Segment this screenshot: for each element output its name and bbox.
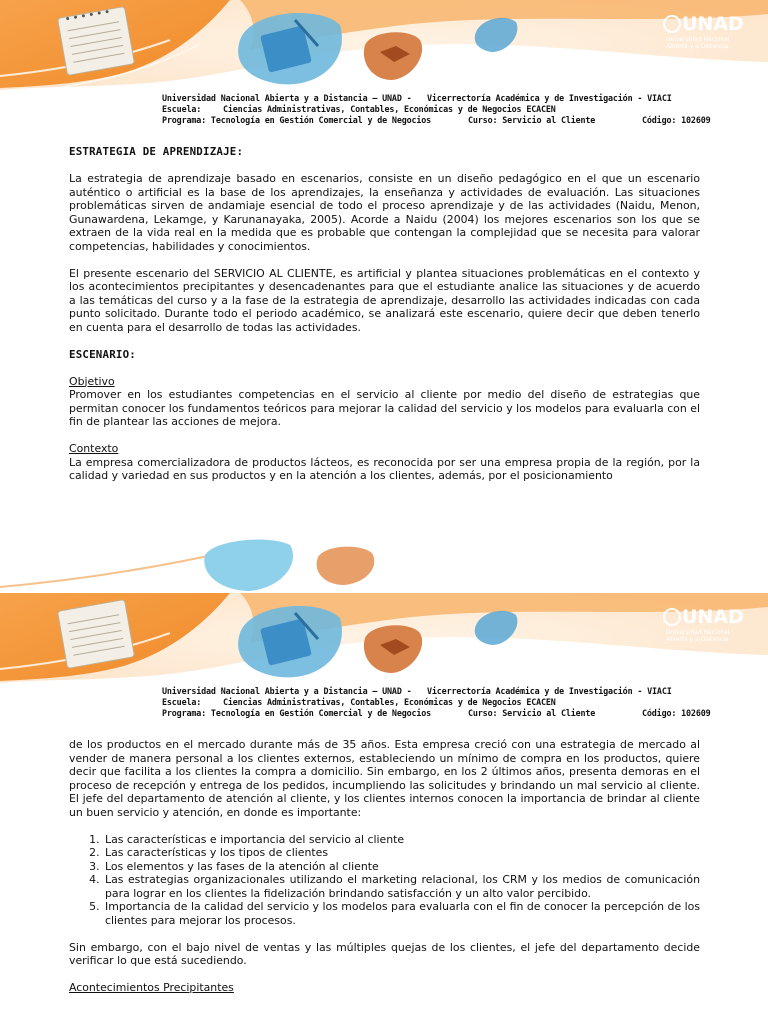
box-icon [364, 625, 422, 673]
header-escuela-value: Ciencias Administrativas, Contables, Económicas y de Negocios ECACEN [223, 104, 556, 114]
page-header [162, 686, 732, 719]
decorative-shape [204, 540, 293, 591]
notepad-icon [57, 600, 134, 669]
svg-text:UNAD: UNAD [682, 13, 744, 35]
document-page-2 [0, 535, 768, 1024]
unad-logo [658, 593, 768, 657]
list-item: 4. Las estrategias organizacionales utilizando el marketing relacional, los CRM y los medios de comunicación para lograr en los clientes la fidelización brindando satisfacción y un alto valor percibido. [103, 873, 700, 900]
header-escuela-label: Escuela: [162, 697, 202, 707]
objetivo-text: Promover en los estudiantes competencias en el servicio al cliente por medio del diseño de estrategias que permitan conocer los fundamentos teóricos para mejorar la calidad del servicio y los modelos para evaluarla con el fin de plantear las acciones de mejora. [69, 388, 700, 428]
page-2-top-decoration [0, 535, 768, 595]
notepad-icon [57, 7, 134, 76]
svg-text:Abierta y a Distancia: Abierta y a Distancia [666, 636, 729, 643]
header-escuela-label: Escuela: [162, 104, 202, 114]
header-institution: Universidad Nacional Abierta y a Distancia – UNAD - [162, 93, 412, 103]
acontecimientos-title: Acontecimientos Precipitantes [69, 981, 234, 994]
paragraph-estrategia: La estrategia de aprendizaje basado en escenarios, consiste en un diseño pedagógico en el que un escenario auténtico o artificial es la base de los aprendizajes, la enseñanza y actividades de evaluación. Las situaciones problemáticas sirven de andamiaje esencial de todo el proceso aprendizaje y de las actividades (Naidu, Menon, Gunawardena, Lekamge, y Karunanayaka, 2005). Acorde a Naidu (2004) los mejores escenarios son los que se extraen de la vida real en la medida que es probable que contengan la complejidad que se necesita para valorar competencias, habilidades y conocimientos. [69, 172, 700, 253]
importance-list [69, 833, 700, 928]
header-escuela-value: Ciencias Administrativas, Contables, Económicas y de Negocios ECACEN [223, 697, 556, 707]
paragraph-ventas: Sin embargo, con el bajo nivel de ventas y las múltiples quejas de los clientes, el jefe del departamento decide verificar lo que está sucediendo. [69, 940, 700, 967]
page-1-body [69, 145, 700, 496]
page-header [162, 93, 732, 126]
svg-text:Universidad Nacional: Universidad Nacional [666, 629, 730, 636]
header-vicerrectoria: Vicerrectoría Académica y de Investigación - VIACI [427, 93, 672, 103]
header-curso: Curso: Servicio al Cliente [468, 115, 596, 125]
contexto-text: La empresa comercializadora de productos lácteos, es reconocida por ser una empresa propia de la región, por la calidad y variedad en sus productos y en la atención a los clientes, además, por el posicionamiento [69, 455, 700, 482]
page-2-body [69, 738, 700, 995]
list-item: 5. Importancia de la calidad del servicio y los modelos para evaluarla con el fin de conocer la percepción de los clientes para mejorar los procesos. [103, 900, 700, 927]
heading-estrategia: ESTRATEGIA DE APRENDIZAJE: [69, 145, 244, 158]
paragraph-escenario-intro: El presente escenario del SERVICIO AL CLIENTE, es artificial y plantea situaciones problemáticas en el contexto y los acontecimientos precipitantes y desencadenantes para que el estudiante analice las situaciones y de acuerdo a las temáticas del curso y a la fase de la estrategia de aprendizaje, desarrollo las actividades indicadas con cada punto solicitado. Durante todo el periodo académico, se analizará este escenario, quiere decir que deben tenerlo en cuenta para el desarrollo de todas las actividades. [69, 266, 700, 334]
header-codigo: Código: 102609 [642, 115, 711, 125]
header-programa: Programa: Tecnología en Gestión Comercial y de Negocios [162, 115, 432, 125]
heading-escenario: ESCENARIO: [69, 347, 137, 361]
box-icon [364, 32, 422, 80]
header-banner-graphic [0, 0, 768, 100]
svg-text:UNAD: UNAD [682, 606, 744, 628]
header-programa: Programa: Tecnología en Gestión Comercial y de Negocios [162, 708, 432, 718]
list-item: 3. Los elementos y las fases de la atención al cliente [103, 860, 700, 874]
list-item: 1. Las características e importancia del servicio al cliente [103, 833, 700, 847]
svg-text:Abierta y a Distancia: Abierta y a Distancia [666, 43, 729, 50]
decorative-shape [317, 547, 375, 585]
contexto-title: Contexto [69, 442, 119, 455]
header-banner-graphic [0, 593, 768, 693]
unad-logo [658, 0, 768, 64]
header-vicerrectoria: Vicerrectoría Académica y de Investigación - VIACI [427, 686, 672, 696]
list-item: 2. Las características y los tipos de clientes [103, 846, 700, 860]
header-codigo: Código: 102609 [642, 708, 711, 718]
paragraph-contexto-continued: de los productos en el mercado durante más de 35 años. Esta empresa creció con una estrategia de mercado al vender de manera personal a los clientes externos, estableciendo un mínimo de compra en los productos, quiere decir que facilita a los clientes la compra a domicilio. Sin embargo, en los 2 últimos años, presenta demoras en el proceso de recepción y entrega de los pedidos, incumpliendo las solicitudes y brindando un mal servicio al cliente. El jefe del departamento de atención al cliente, y los clientes internos conocen la importancia de brindar al cliente un buen servicio y atención, en donde es importante: [69, 738, 700, 819]
header-curso: Curso: Servicio al Cliente [468, 708, 596, 718]
objetivo-title: Objetivo [69, 374, 115, 388]
header-institution: Universidad Nacional Abierta y a Distancia – UNAD - [162, 686, 412, 696]
svg-text:Universidad Nacional: Universidad Nacional [666, 36, 730, 43]
